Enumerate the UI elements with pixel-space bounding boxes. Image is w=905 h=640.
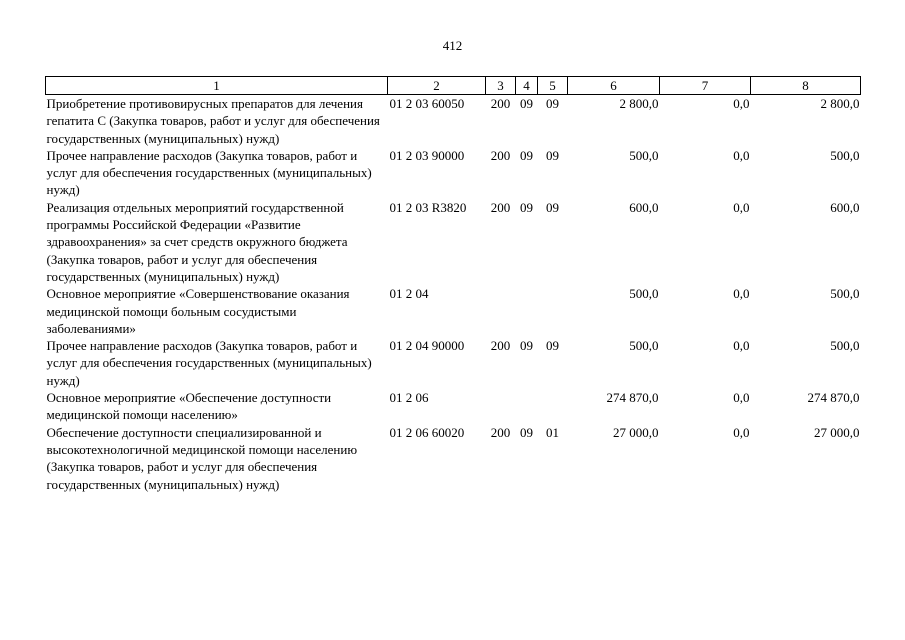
classification-code: 01 2 04 90000 xyxy=(389,338,465,354)
header-cell-7: 7 xyxy=(660,77,751,95)
subsection-code xyxy=(538,285,568,337)
section-code: 09 xyxy=(520,424,533,440)
amount-col-8: 500,0 xyxy=(830,338,860,354)
expense-name: Реализация отдельных мероприятий государственной программы Российской Федерации «Развитие здравоохранения» за счет средств окружного бюджета (Закупка товаров, работ и услуг для обеспечения государственных (муниципальных) нужд) xyxy=(46,199,348,284)
amount-col-8: 274 870,0 xyxy=(807,390,860,406)
table-row xyxy=(46,337,861,389)
expense-type-code: 200 xyxy=(490,199,511,215)
subsection-code: 09 xyxy=(546,147,559,163)
page-number: 412 xyxy=(442,38,463,53)
expense-type-code: 200 xyxy=(490,96,511,111)
expense-name: Основное мероприятие «Совершенствование оказания медицинской помощи больным сосудистыми заболеваниями» xyxy=(46,286,350,336)
header-cell-4: 4 xyxy=(516,77,538,95)
amount-col-7: 0,0 xyxy=(733,147,750,163)
expense-name: Прочее направление расходов (Закупка товаров, работ и услуг для обеспечения государственных (муниципальных) нужд) xyxy=(46,338,372,388)
amount-col-8: 600,0 xyxy=(830,199,860,215)
subsection-code xyxy=(538,389,568,424)
amount-col-6: 500,0 xyxy=(629,147,659,163)
subsection-code: 01 xyxy=(546,424,559,440)
expense-type-code xyxy=(486,285,516,337)
section-code: 09 xyxy=(520,338,533,354)
amount-col-6: 2 800,0 xyxy=(619,96,659,111)
expense-type-code: 200 xyxy=(490,147,511,163)
subsection-code: 09 xyxy=(546,96,559,111)
section-code xyxy=(516,389,538,424)
amount-col-7: 0,0 xyxy=(733,199,750,215)
header-cell-1: 1 xyxy=(46,77,388,95)
table-row xyxy=(46,389,861,424)
subsection-code: 09 xyxy=(546,199,559,215)
amount-col-8: 500,0 xyxy=(830,286,860,302)
expense-name: Приобретение противовирусных препаратов для лечения гепатита С (Закупка товаров, работ и услуг для обеспечения государственных (муниципальных) нужд) xyxy=(46,96,380,146)
header-cell-3: 3 xyxy=(486,77,516,95)
amount-col-8: 500,0 xyxy=(830,147,860,163)
header-cell-2: 2 xyxy=(388,77,486,95)
amount-col-6: 500,0 xyxy=(629,338,659,354)
amount-col-6: 600,0 xyxy=(629,199,659,215)
classification-code: 01 2 03 R3820 xyxy=(389,199,467,215)
section-code: 09 xyxy=(520,147,533,163)
expense-name: Прочее направление расходов (Закупка товаров, работ и услуг для обеспечения государственных (муниципальных) нужд) xyxy=(46,147,372,198)
amount-col-7: 0,0 xyxy=(733,286,750,302)
header-cell-5: 5 xyxy=(538,77,568,95)
classification-code: 01 2 03 60050 xyxy=(389,96,465,111)
classification-code: 01 2 03 90000 xyxy=(389,147,465,163)
table-row xyxy=(46,95,861,147)
header-cell-8: 8 xyxy=(751,77,861,95)
table-row xyxy=(46,199,861,285)
amount-col-7: 0,0 xyxy=(733,390,750,406)
amount-col-7: 0,0 xyxy=(733,338,750,354)
amount-col-7: 0,0 xyxy=(733,424,750,440)
classification-code: 01 2 06 60020 xyxy=(389,424,465,440)
amount-col-8: 2 800,0 xyxy=(820,96,860,111)
classification-code: 01 2 04 xyxy=(389,286,429,302)
expense-name: Обеспечение доступности специализированной и высокотехнологичной медицинской помощи населению (Закупка товаров, работ и услуг для обеспечения государственных (муниципальных) нужд) xyxy=(46,424,358,492)
expense-type-code: 200 xyxy=(490,338,511,354)
header-row xyxy=(46,77,861,95)
classification-code: 01 2 06 xyxy=(389,390,429,406)
section-code xyxy=(516,285,538,337)
expense-type-code xyxy=(486,389,516,424)
amount-col-6: 500,0 xyxy=(629,286,659,302)
amount-col-6: 274 870,0 xyxy=(606,390,659,406)
budget-table xyxy=(45,76,861,493)
table-row xyxy=(46,147,861,199)
section-code: 09 xyxy=(520,96,533,111)
amount-col-8: 27 000,0 xyxy=(814,424,860,440)
table-row xyxy=(46,424,861,493)
amount-col-7: 0,0 xyxy=(733,96,750,111)
subsection-code: 09 xyxy=(546,338,559,354)
header-cell-6: 6 xyxy=(568,77,660,95)
table-row xyxy=(46,285,861,337)
expense-type-code: 200 xyxy=(490,424,511,440)
expense-name: Основное мероприятие «Обеспечение доступности медицинской помощи населению» xyxy=(46,390,332,423)
section-code: 09 xyxy=(520,199,533,215)
amount-col-6: 27 000,0 xyxy=(613,424,659,440)
